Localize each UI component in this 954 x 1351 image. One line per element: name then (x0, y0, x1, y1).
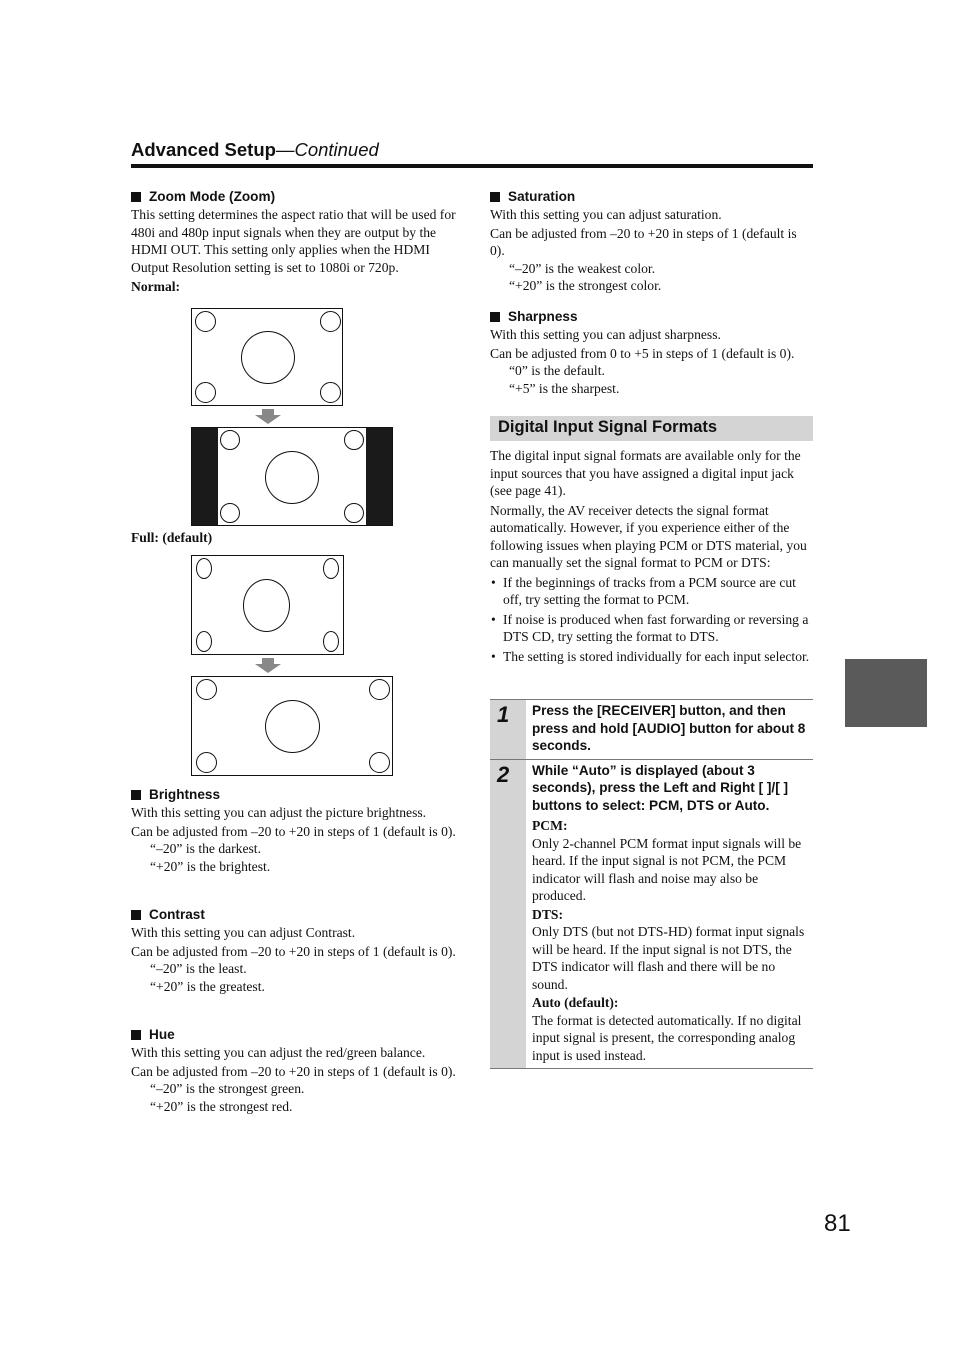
down-arrow-icon (255, 658, 281, 674)
full-source-diagram (191, 555, 344, 655)
digital-heading: Digital Input Signal Formats (498, 418, 718, 436)
normal-output-diagram (191, 427, 393, 526)
down-arrow-icon (255, 409, 281, 425)
option-label: DTS: (532, 906, 563, 922)
black-bar-left (192, 428, 218, 525)
digital-section (490, 447, 813, 665)
brightness-line2: Can be adjusted from –20 to +20 in steps of 1 (default is 0). (131, 823, 456, 839)
normal-source-diagram (191, 308, 343, 406)
center-circle (241, 331, 295, 384)
corner-circle (323, 631, 339, 652)
corner-circle (369, 679, 390, 700)
saturation-line2: Can be adjusted from –20 to +20 in steps of 1 (default is 0). (490, 225, 797, 258)
brightness-line1: With this setting you can adjust the picture brightness. (131, 805, 427, 820)
step-number: 1 (497, 702, 510, 727)
corner-circle (220, 503, 240, 523)
square-bullet-icon (131, 1030, 141, 1040)
square-bullet-icon (490, 192, 500, 202)
contrast-v2: “+20” is the greatest. (150, 978, 265, 994)
step-2 (490, 759, 813, 1069)
corner-circle (323, 558, 339, 579)
full-label: Full: (default) (131, 530, 213, 545)
corner-circle (196, 752, 217, 773)
corner-circle (369, 752, 390, 773)
steps-table (490, 699, 813, 1069)
black-bar-right (366, 428, 392, 525)
zoom-body: This setting determines the aspect ratio that will be used for 480i and 480p input signals when they are output by the HDMI OUT. This setting only applies when the HDMI Output Resolution setting is set to 1080i or 720p. (131, 207, 456, 275)
corner-circle (320, 382, 341, 403)
sharpness-v2: “+5” is the sharpest. (509, 380, 620, 396)
contrast-v1: “–20” is the least. (150, 961, 247, 976)
step-number-cell (490, 700, 526, 759)
hue-v1: “–20” is the strongest green. (150, 1081, 305, 1096)
brightness-v2: “+20” is the brightest. (150, 858, 271, 874)
digital-p2: Normally, the AV receiver detects the signal format automatically. However, if you experience either of the following issues when playing PCM or DTS material, you can manually set the signal format to PCM or DTS: (490, 502, 807, 570)
square-bullet-icon (490, 312, 500, 322)
hue-v2: “+20” is the strongest red. (150, 1098, 293, 1114)
brightness-section (131, 786, 457, 875)
corner-circle (195, 311, 216, 332)
corner-circle (344, 503, 364, 523)
page-header (131, 139, 813, 161)
digital-p1: The digital input signal formats are available only for the input sources that you have assigned a digital input jack (see page 41). (490, 448, 801, 498)
saturation-line1: With this setting you can adjust saturation. (490, 207, 722, 222)
square-bullet-icon (131, 910, 141, 920)
saturation-v1: “–20” is the weakest color. (509, 260, 656, 276)
option-label: Auto (default): (532, 995, 619, 1010)
chapter-tab (845, 659, 927, 727)
corner-circle (320, 311, 341, 332)
contrast-line1: With this setting you can adjust Contrast. (131, 925, 356, 940)
step-instruction: While “Auto” is displayed (about 3 seconds), press the Left and Right [ ]/[ ] buttons to select: PCM, DTS or Auto. (532, 762, 789, 813)
brightness-heading: Brightness (131, 786, 457, 804)
header-title: Advanced Setup (131, 139, 276, 160)
contrast-section (131, 906, 457, 995)
option-text: The format is detected automatically. If no digital input signal is present, the corresponding analog input is used instead. (532, 1012, 802, 1063)
brightness-v1: “–20” is the darkest. (150, 841, 261, 856)
list-item: • If the beginnings of tracks from a PCM source are cut off, try setting the format to PCM. (490, 574, 813, 609)
sharpness-line2: Can be adjusted from 0 to +5 in steps of 1 (default is 0). (490, 345, 795, 361)
list-item: • If noise is produced when fast forwarding or reversing a DTS CD, try setting the format to DTS. (490, 611, 813, 646)
sharpness-v1: “0” is the default. (509, 363, 605, 378)
steps-bottom-rule (490, 1068, 813, 1069)
full-output-diagram (191, 676, 393, 776)
corner-circle (196, 558, 212, 579)
sharpness-heading: Sharpness (490, 308, 813, 326)
zoom-heading: Zoom Mode (Zoom) (131, 188, 457, 206)
contrast-line2: Can be adjusted from –20 to +20 in steps of 1 (default is 0). (131, 943, 456, 959)
normal-label: Normal: (131, 279, 181, 294)
step-number-cell (490, 760, 526, 1069)
list-item: • The setting is stored individually for each input selector. (490, 648, 813, 666)
square-bullet-icon (131, 192, 141, 202)
page-number: 81 (824, 1210, 851, 1237)
sharpness-section (490, 308, 813, 397)
option-label: PCM: (532, 818, 568, 833)
saturation-v2: “+20” is the strongest color. (509, 278, 662, 293)
step-1 (490, 699, 813, 759)
sharpness-line1: With this setting you can adjust sharpness. (490, 327, 721, 342)
option-text: Only DTS (but not DTS-HD) format input signals will be heard. If the input signal is not DTS, the DTS indicator will flash and there will be no sound. (532, 924, 805, 992)
center-circle (265, 451, 319, 504)
center-circle (265, 700, 320, 753)
header-continued: —Continued (275, 139, 379, 160)
header-rule (131, 164, 813, 168)
saturation-section (490, 188, 813, 295)
section-banner (490, 416, 813, 441)
saturation-heading: Saturation (490, 188, 813, 206)
corner-circle (196, 679, 217, 700)
corner-circle (195, 382, 216, 403)
step-instruction: Press the [RECEIVER] button, and then press and hold [AUDIO] button for about 8 seconds. (532, 703, 806, 753)
hue-section (131, 1026, 457, 1115)
option-text: Only 2-channel PCM format input signals will be heard. If the input signal is not PCM, the PCM indicator will flash and noise may also be produced. (532, 835, 802, 903)
digital-bullets (490, 574, 813, 666)
square-bullet-icon (131, 790, 141, 800)
hue-line1: With this setting you can adjust the red/green balance. (131, 1045, 426, 1060)
corner-circle (344, 430, 364, 450)
step-number: 2 (497, 761, 510, 787)
center-circle (243, 579, 290, 632)
hue-line2: Can be adjusted from –20 to +20 in steps of 1 (default is 0). (131, 1063, 456, 1079)
zoom-section (131, 188, 457, 296)
corner-circle (196, 631, 212, 652)
full-label-wrap (131, 529, 457, 547)
contrast-heading: Contrast (131, 906, 457, 924)
hue-heading: Hue (131, 1026, 457, 1044)
corner-circle (220, 430, 240, 450)
